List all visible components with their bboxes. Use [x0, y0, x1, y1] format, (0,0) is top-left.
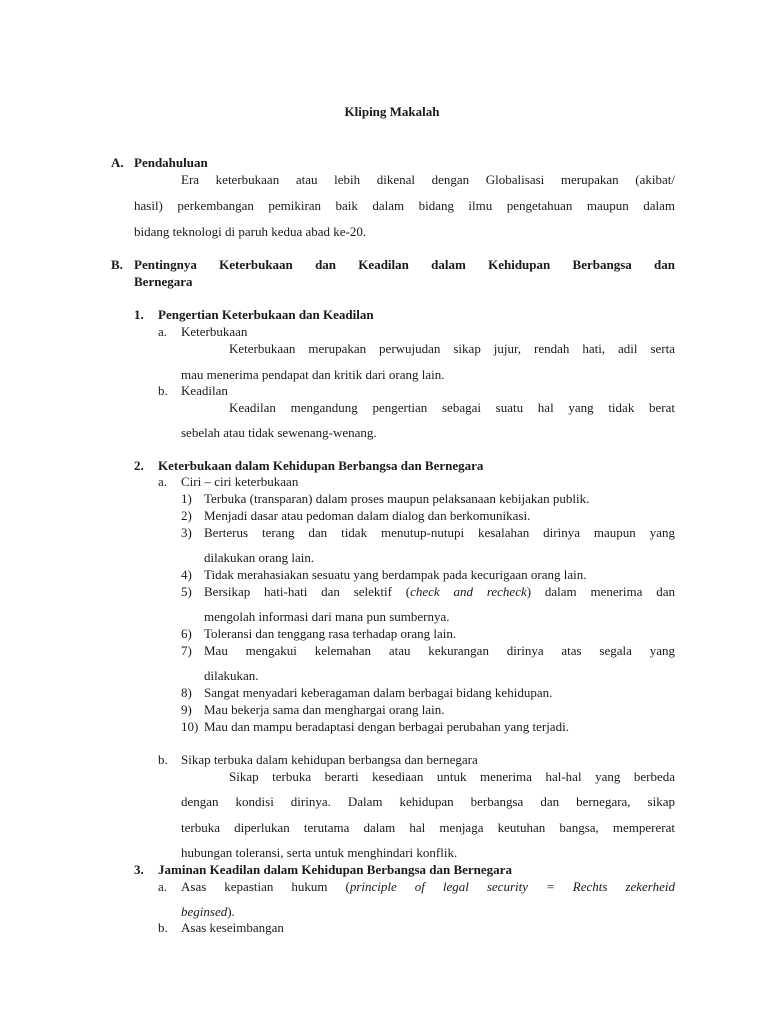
list-item-text: Menjadi dasar atau pedoman dalam dialog dan berkomunikasi.	[204, 508, 531, 523]
sub-2-marker: 2.	[134, 458, 144, 473]
list-item-number: 2)	[181, 508, 192, 523]
sub-3-a-line-1: Asas kepastian hukum (principle of legal security = Rechts zekerheid	[181, 879, 675, 894]
sub-1-b-label: Keadilan	[181, 383, 228, 398]
section-a-line-2: hasil) perkembangan pemikiran baik dalam bidang ilmu pengetahuan maupun dalam	[134, 198, 675, 213]
section-b-marker: B.	[111, 257, 123, 272]
list-item-text: Terbuka (transparan) dalam proses maupun pelaksanaan kebijakan publik.	[204, 491, 590, 506]
sub-2-b-line-1: Sikap terbuka berarti kesediaan untuk menerima hal-hal yang berbeda	[229, 769, 675, 784]
sub-2-a-marker: a.	[158, 474, 168, 489]
sub-3-a-line-2: beginsed).	[181, 904, 235, 919]
sub-3-heading: Jaminan Keadilan dalam Kehidupan Berbangsa dan Bernegara	[158, 862, 512, 877]
section-a-line-1: Era keterbukaan atau lebih dikenal dengan Globalisasi merupakan (akibat/	[181, 172, 675, 187]
sub-3-marker: 3.	[134, 862, 144, 877]
list-item-text: Tidak merahasiakan sesuatu yang berdampak pada kecurigaan orang lain.	[204, 567, 587, 582]
list-item-text-continued: mengolah informasi dari mana pun sumbernya.	[204, 609, 450, 624]
list-item-text: Berterus terang dan tidak menutup-nutupi kesalahan dirinya maupun yang	[204, 525, 675, 540]
sub-2-heading: Keterbukaan dalam Kehidupan Berbangsa dan Bernegara	[158, 458, 484, 473]
page-title: Kliping Makalah	[344, 104, 440, 119]
sub-1-heading: Pengertian Keterbukaan dan Keadilan	[158, 307, 374, 322]
list-item-number: 9)	[181, 702, 192, 717]
sub-2-b-marker: b.	[158, 752, 168, 767]
section-a-line-3: bidang teknologi di paruh kedua abad ke-20.	[134, 224, 367, 239]
list-item-number: 5)	[181, 584, 192, 599]
sub-1-a-line-1: Keterbukaan merupakan perwujudan sikap jujur, rendah hati, adil serta	[229, 341, 675, 356]
sub-3-a-marker: a.	[158, 879, 168, 894]
sub-3-b-marker: b.	[158, 920, 168, 935]
list-item-text: Mau mengakui kelemahan atau kekurangan dirinya atas segala yang	[204, 643, 675, 658]
section-b-heading-line-2: Bernegara	[134, 274, 193, 289]
sub-2-b-label: Sikap terbuka dalam kehidupan berbangsa dan bernegara	[181, 752, 478, 767]
list-item-text-continued: dilakukan.	[204, 668, 259, 683]
section-a-marker: A.	[111, 155, 124, 170]
list-item-number: 6)	[181, 626, 192, 641]
sub-1-b-line-1: Keadilan mengandung pengertian sebagai suatu hal yang tidak berat	[229, 400, 675, 415]
section-a-heading: Pendahuluan	[134, 155, 208, 170]
sub-1-a-line-2: mau menerima pendapat dan kritik dari orang lain.	[181, 367, 445, 382]
sub-2-b-line-2: dengan kondisi dirinya. Dalam kehidupan berbangsa dan bernegara, sikap	[181, 794, 675, 809]
list-item-text: Sangat menyadari keberagaman dalam berbagai bidang kehidupan.	[204, 685, 553, 700]
list-item-number: 7)	[181, 643, 192, 658]
section-b-heading-line-1: Pentingnya Keterbukaan dan Keadilan dalam Kehidupan Berbangsa dan	[134, 257, 675, 272]
list-item-text-continued: dilakukan orang lain.	[204, 550, 315, 565]
list-item-text: Mau dan mampu beradaptasi dengan berbagai perubahan yang terjadi.	[204, 719, 569, 734]
sub-2-a-label: Ciri – ciri keterbukaan	[181, 474, 299, 489]
list-item-number: 1)	[181, 491, 192, 506]
list-item-number: 4)	[181, 567, 192, 582]
list-item-number: 3)	[181, 525, 192, 540]
list-item-text: Toleransi dan tenggang rasa terhadap orang lain.	[204, 626, 457, 641]
sub-3-b-label: Asas keseimbangan	[181, 920, 284, 935]
list-item-number: 8)	[181, 685, 192, 700]
list-item-number: 10)	[181, 719, 199, 734]
sub-2-b-line-3: terbuka diperlukan terutama dalam hal menjaga keutuhan bangsa, mempererat	[181, 820, 675, 835]
sub-1-b-marker: b.	[158, 383, 168, 398]
sub-2-b-line-4: hubungan toleransi, serta untuk menghindari konflik.	[181, 845, 458, 860]
sub-1-a-label: Keterbukaan	[181, 324, 248, 339]
list-item-text: Mau bekerja sama dan menghargai orang lain.	[204, 702, 445, 717]
list-item-text: Bersikap hati-hati dan selektif (check and recheck) dalam menerima dan	[204, 584, 676, 599]
sub-1-a-marker: a.	[158, 324, 168, 339]
sub-1-marker: 1.	[134, 307, 144, 322]
sub-1-b-line-2: sebelah atau tidak sewenang-wenang.	[181, 425, 377, 440]
